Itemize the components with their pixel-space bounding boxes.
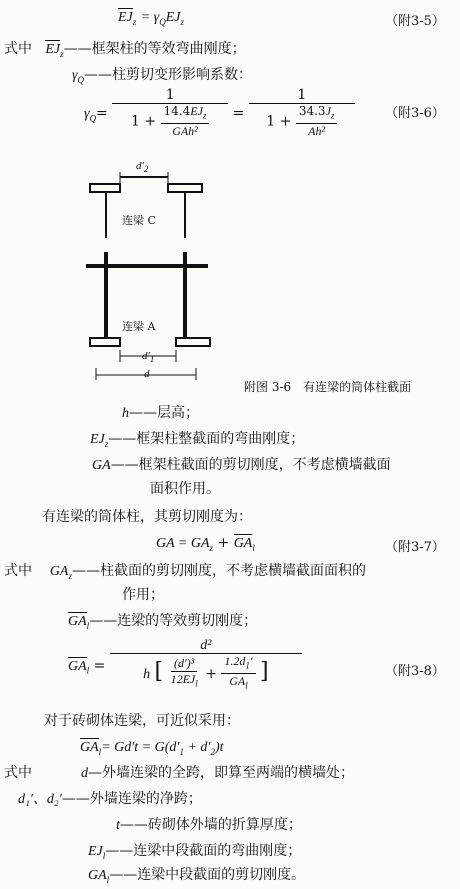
label-beam-c: 连梁 C <box>122 214 156 227</box>
paragraph-brick-beam: 对于砖砌体连梁，可近似采用： <box>44 713 240 729</box>
definition-h: h——层高； <box>122 405 199 421</box>
definition-ejl: $EJ_l——$连梁中段截面的弯曲刚度； <box>88 843 302 861</box>
definition-gal-mid: $GA_l——$连梁中段截面的剪切刚度。 <box>88 867 306 885</box>
label-d: d <box>144 368 150 380</box>
fraction-2: 1 1 + $\frac{34.3J_z}{\text{Ah²}}$ <box>249 88 355 139</box>
flange-bottom-right <box>176 338 210 346</box>
label-d2: $d'_2$ <box>136 160 149 175</box>
definition-d: 式中 d—外墙连梁的全跨，即算至两端的横墙处； <box>4 765 354 781</box>
definition-gaz: 式中 $GA_z——$柱截面的剪切刚度，不考虑横墙截面面积的 <box>4 563 366 581</box>
definition-ejz-whole: $EJ_z——$框架柱整截面的弯曲刚度； <box>90 431 305 449</box>
flange-bottom-left <box>90 338 120 346</box>
equation-number-3-6: （附3-6） <box>385 106 445 121</box>
definition-t: t——砖砌体外墙的折算厚度； <box>116 817 302 833</box>
equation-number-3-5: （附3-5） <box>385 14 445 29</box>
equation-number-3-8: （附3-8） <box>385 664 445 679</box>
label-d1: $d'_1$ <box>142 350 155 365</box>
definition-ejz: 式中 $EJ_z——$框架柱的等效弯曲刚度； <box>4 41 246 59</box>
figure-tube-column-section <box>0 150 460 400</box>
definition-ga: GA——框架柱截面的剪切刚度，不考虑横墙截面 <box>92 457 391 473</box>
flange-top-right <box>168 184 202 192</box>
definition-gaz-cont: 作用； <box>122 587 164 603</box>
definition-gamma: $\gamma_Q——$柱剪切变形影响系数： <box>72 67 253 85</box>
label-beam-a: 连梁 A <box>122 320 156 333</box>
equation-3-6: $\gamma_Q=$ 1 1 + $\frac{14.4EJ_z}{\text{GAh²}}$ = 1 1 + $\frac{34.3J_z}{\text{Ah²}}$ <box>84 88 355 139</box>
figure-caption: 附图 3-6 有连梁的筒体柱截面 <box>244 380 412 394</box>
definition-ga-cont: 面积作用。 <box>150 481 220 497</box>
equation-number-3-7: （附3-7） <box>385 540 445 555</box>
paragraph-tube-column: 有连梁的筒体柱，其剪切刚度为： <box>42 509 252 525</box>
definition-gal: $GA_l——$连梁的等效剪切刚度； <box>68 613 258 631</box>
equation-3-8: $GA_l$ = d² h [ $\frac{\text{(d′)³}}{12EJ_l}$ + $\frac{1.2d_1'}{GA_l}$ ] <box>68 638 302 694</box>
equation-brick: $GA_l= Gd't = G(d'_1 + d'_2)t$ <box>80 740 224 757</box>
equation-3-5: $EJ_z = \gamma_QEJ_z$ <box>118 10 184 27</box>
equation-3-7: GA = $GA_z + GA_l$ <box>156 535 255 553</box>
definition-d1-d2: d₁′、d₂′——外墙连梁的净跨； <box>18 791 202 807</box>
flange-top-left <box>90 184 120 192</box>
fraction-1: 1 1 + $\frac{14.4EJ_z}{\text{GAh²}}$ <box>112 88 228 139</box>
